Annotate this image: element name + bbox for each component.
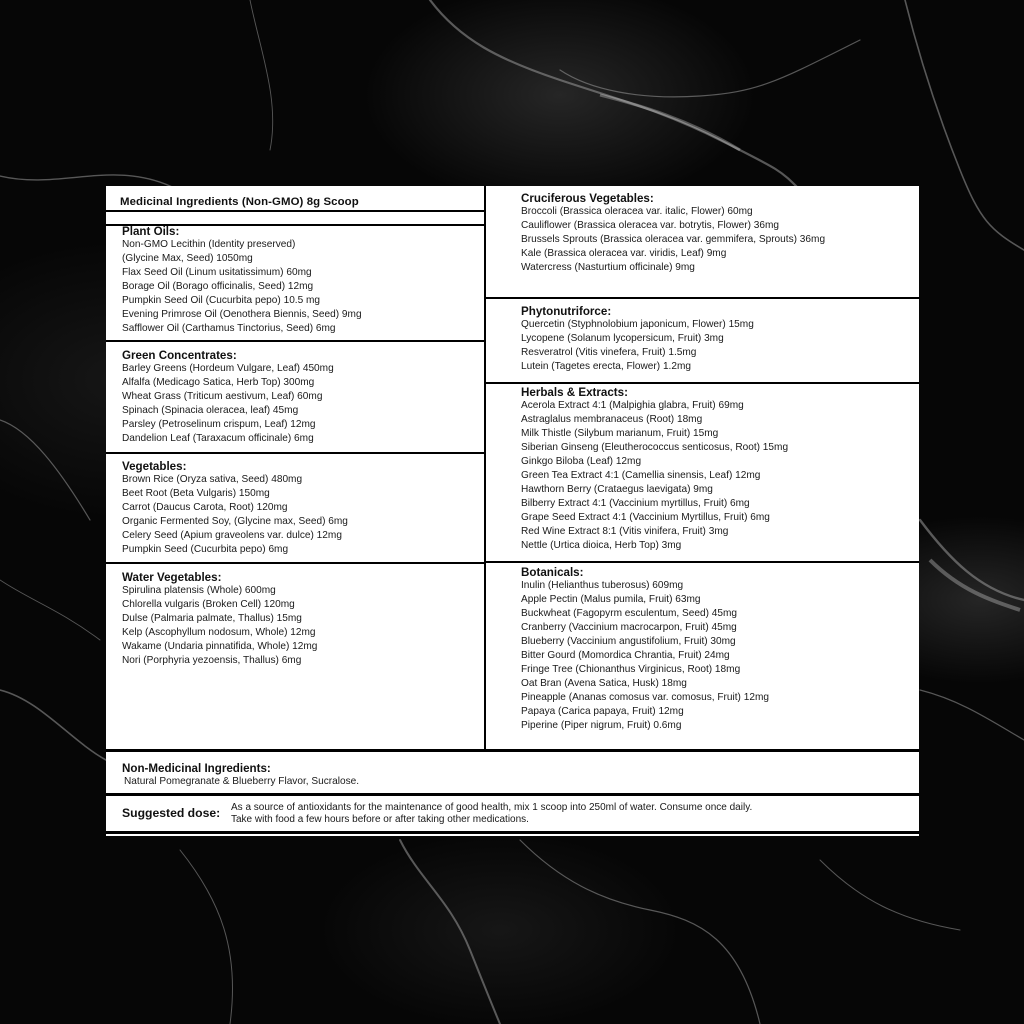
- ingredients-label: [106, 186, 919, 836]
- section-herbals-extracts: [521, 386, 788, 553]
- section-divider: [486, 382, 919, 384]
- ingredient-item: (Glycine Max, Seed) 1050mg: [122, 253, 253, 264]
- ingredient-item: Astraglalus membranaceus (Root) 18mg: [521, 414, 703, 425]
- ingredient-item: Cauliflower (Brassica oleracea var. botrytis, Flower) 36mg: [521, 220, 780, 231]
- ingredient-item: Pumpkin Seed Oil (Cucurbita pepo) 10.5 mg: [122, 295, 321, 306]
- ingredient-item: Spirulina platensis (Whole) 600mg: [122, 585, 276, 596]
- section-vegetables: [122, 460, 348, 557]
- section-divider: [106, 562, 486, 564]
- section-heading: Herbals & Extracts:: [521, 386, 628, 399]
- section-heading: Cruciferous Vegetables:: [521, 192, 654, 205]
- ingredient-item: Fringe Tree (Chionanthus Virginicus, Root) 18mg: [521, 664, 741, 675]
- ingredient-item: Spinach (Spinacia oleracea, leaf) 45mg: [122, 405, 299, 416]
- ingredient-item: Piperine (Piper nigrum, Fruit) 0.6mg: [521, 720, 682, 731]
- ingredient-item: Organic Fermented Soy, (Glycine max, Seed) 6mg: [122, 516, 348, 527]
- ingredient-item: Flax Seed Oil (Linum usitatissimum) 60mg: [122, 267, 312, 278]
- section-divider: [106, 749, 919, 752]
- ingredient-list: [122, 238, 362, 336]
- ingredient-item: Carrot (Daucus Carota, Root) 120mg: [122, 502, 288, 513]
- section-plant-oils: [122, 225, 362, 336]
- section-heading: Botanicals:: [521, 566, 584, 579]
- section-water-vegetables: [122, 571, 317, 668]
- ingredient-item: Barley Greens (Hordeum Vulgare, Leaf) 450mg: [122, 363, 334, 374]
- ingredient-item: Inulin (Helianthus tuberosus) 609mg: [521, 580, 684, 591]
- ingredient-item: Wakame (Undaria pinnatifida, Whole) 12mg: [122, 641, 318, 652]
- section-cruciferous-vegetables: [521, 192, 825, 275]
- non-medicinal-text: Natural Pomegranate & Blueberry Flavor, Sucralose.: [124, 776, 360, 787]
- ingredient-item: Blueberry (Vaccinium angustifolium, Fruit) 30mg: [521, 636, 736, 647]
- section-botanicals: [521, 566, 769, 733]
- ingredient-item: Lutein (Tagetes erecta, Flower) 1.2mg: [521, 361, 691, 372]
- section-heading: Green Concentrates:: [122, 349, 237, 362]
- ingredient-list: [521, 318, 754, 374]
- ingredient-item: Borage Oil (Borago officinalis, Seed) 12mg: [122, 281, 314, 292]
- suggested-dose-heading: Suggested dose:: [122, 806, 221, 820]
- ingredient-list: [122, 362, 334, 446]
- ingredient-item: Parsley (Petroselinum crispum, Leaf) 12mg: [122, 419, 316, 430]
- ingredient-item: Nori (Porphyria yezoensis, Thallus) 6mg: [122, 655, 302, 666]
- section-divider: [106, 340, 486, 342]
- ingredient-item: Ginkgo Biloba (Leaf) 12mg: [521, 456, 642, 467]
- ingredient-item: Kale (Brassica oleracea var. viridis, Leaf) 9mg: [521, 248, 727, 259]
- section-divider: [106, 793, 919, 796]
- ingredient-item: Brown Rice (Oryza sativa, Seed) 480mg: [122, 474, 303, 485]
- ingredient-item: Non-GMO Lecithin (Identity preserved): [122, 239, 296, 250]
- ingredient-list: [521, 579, 769, 733]
- ingredient-item: Dulse (Palmaria palmate, Thallus) 15mg: [122, 613, 302, 624]
- ingredient-item: Safflower Oil (Carthamus Tinctorius, Seed) 6mg: [122, 323, 336, 334]
- ingredient-list: [521, 205, 825, 275]
- ingredient-item: Resveratrol (Vitis vinefera, Fruit) 1.5mg: [521, 347, 697, 358]
- dose-line: As a source of antioxidants for the maintenance of good health, mix 1 scoop into 250ml of water. Consume once daily.: [231, 802, 753, 813]
- ingredient-item: Beet Root (Beta Vulgaris) 150mg: [122, 488, 270, 499]
- ingredient-item: Hawthorn Berry (Crataegus laevigata) 9mg: [521, 484, 713, 495]
- section-divider: [486, 561, 919, 563]
- section-heading: Vegetables:: [122, 460, 187, 473]
- ingredient-item: Celery Seed (Apium graveolens var. dulce) 12mg: [122, 530, 342, 541]
- ingredient-item: Alfalfa (Medicago Satica, Herb Top) 300mg: [122, 377, 315, 388]
- ingredient-list: [122, 473, 348, 557]
- section-divider: [486, 297, 919, 299]
- section-green-concentrates: [122, 349, 334, 446]
- dose-line: Take with food a few hours before or after taking other medications.: [231, 813, 529, 825]
- section-phytonutriforce: [521, 305, 754, 374]
- ingredient-list: [521, 399, 788, 553]
- ingredient-item: Papaya (Carica papaya, Fruit) 12mg: [521, 706, 684, 717]
- ingredient-list: [122, 584, 317, 668]
- ingredient-item: Chlorella vulgaris (Broken Cell) 120mg: [122, 599, 295, 610]
- ingredient-item: Wheat Grass (Triticum aestivum, Leaf) 60mg: [122, 391, 323, 402]
- ingredient-item: Siberian Ginseng (Eleutherococcus senticosus, Root) 15mg: [521, 442, 789, 453]
- section-heading: Phytonutriforce:: [521, 305, 612, 318]
- non-medicinal-heading: Non-Medicinal Ingredients:: [122, 762, 271, 775]
- ingredient-item: Red Wine Extract 8:1 (Vitis vinifera, Fruit) 3mg: [521, 526, 729, 537]
- section-divider: [106, 452, 486, 454]
- ingredient-item: Lycopene (Solanum lycopersicum, Fruit) 3mg: [521, 333, 724, 344]
- ingredient-item: Oat Bran (Avena Satica, Husk) 18mg: [521, 678, 687, 689]
- ingredient-item: Kelp (Ascophyllum nodosum, Whole) 12mg: [122, 627, 316, 638]
- ingredient-item: Pineapple (Ananas comosus var. comosus, Fruit) 12mg: [521, 692, 769, 703]
- section-heading: Plant Oils:: [122, 225, 180, 238]
- ingredient-item: Milk Thistle (Silybum marianum, Fruit) 15mg: [521, 428, 719, 439]
- ingredient-item: Dandelion Leaf (Taraxacum officinale) 6mg: [122, 433, 314, 444]
- ingredient-item: Broccoli (Brassica oleracea var. italic, Flower) 60mg: [521, 206, 753, 217]
- ingredient-item: Bitter Gourd (Momordica Chrantia, Fruit) 24mg: [521, 650, 730, 661]
- ingredient-item: Acerola Extract 4:1 (Malpighia glabra, Fruit) 69mg: [521, 400, 744, 411]
- column-divider: [484, 186, 486, 751]
- ingredient-item: Evening Primrose Oil (Oenothera Biennis, Seed) 9mg: [122, 309, 362, 320]
- ingredient-item: Green Tea Extract 4:1 (Camellia sinensis, Leaf) 12mg: [521, 470, 761, 481]
- title-underline: [106, 210, 486, 212]
- ingredient-item: Cranberry (Vaccinium macrocarpon, Fruit) 45mg: [521, 622, 737, 633]
- label-bottom-rule: [106, 831, 919, 834]
- ingredient-item: Grape Seed Extract 4:1 (Vaccinium Myrtillus, Fruit) 6mg: [521, 512, 770, 523]
- ingredient-item: Pumpkin Seed (Cucurbita pepo) 6mg: [122, 544, 289, 555]
- ingredient-item: Bilberry Extract 4:1 (Vaccinium myrtillus, Fruit) 6mg: [521, 498, 750, 509]
- ingredient-item: Quercetin (Styphnolobium japonicum, Flower) 15mg: [521, 319, 754, 330]
- section-heading: Water Vegetables:: [122, 571, 222, 584]
- label-title: Medicinal Ingredients (Non-GMO) 8g Scoop: [120, 196, 359, 208]
- suggested-dose-text: [231, 802, 911, 825]
- ingredient-item: Watercress (Nasturtium officinale) 9mg: [521, 262, 695, 273]
- ingredient-item: Buckwheat (Fagopyrm esculentum, Seed) 45mg: [521, 608, 737, 619]
- ingredient-item: Nettle (Urtica dioica, Herb Top) 3mg: [521, 540, 682, 551]
- ingredient-item: Apple Pectin (Malus pumila, Fruit) 63mg: [521, 594, 701, 605]
- ingredient-item: Brussels Sprouts (Brassica oleracea var. gemmifera, Sprouts) 36mg: [521, 234, 826, 245]
